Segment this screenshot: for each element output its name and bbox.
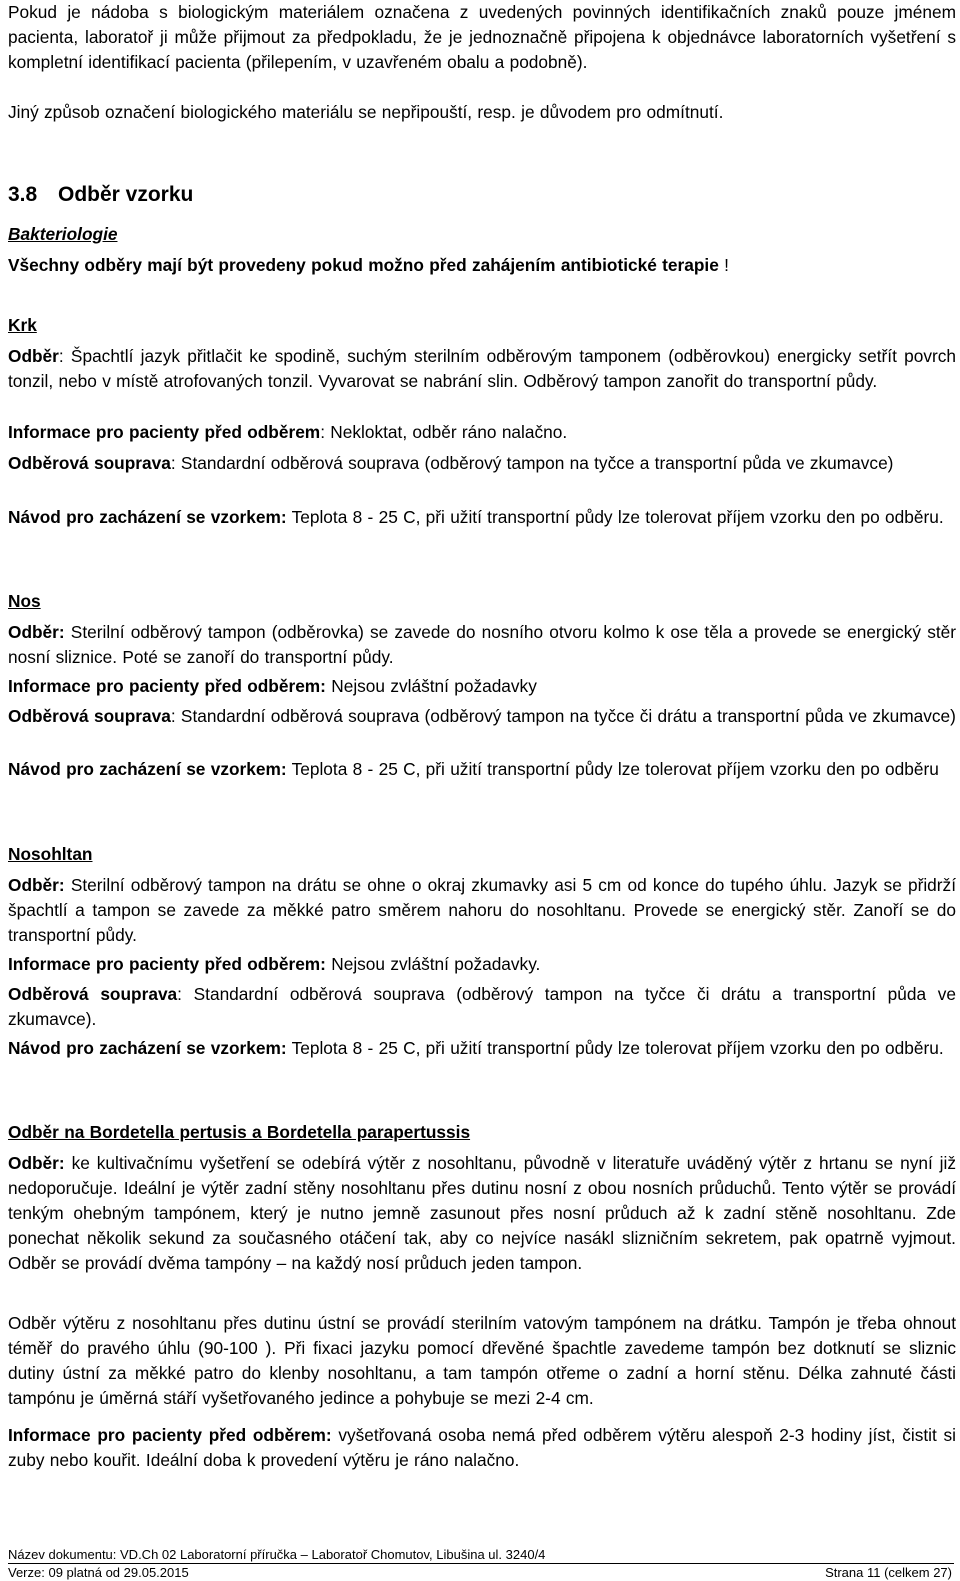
bordetella-paragraph-2: Odběr výtěru z nosohltanu přes dutinu ústní se provádí sterilním vatovým tampónem na drátku. Tampón je třeba ohnout téměř do pravého úhlu (90-100 ). Při fixaci jazyku pomocí dřevěné špachtle zavedeme tampón bez dotknutí se sliznic dutiny ústní za měkké patro do klenby nosohltanu, a tam tampón otřeme o zadní a horní stěnu. Délka zahnuté části tampónu je úměrná stáří vyšetřovaného jedince a pohybuje se mezi 2-4 cm. [8,1313,956,1408]
nosohltan-info: Informace pro pacienty před odběrem: Nejsou zvláštní požadavky. [8,954,541,974]
subsection-title-bordetella: Odběr na Bordetella pertusis a Bordetella parapertussis [8,1122,471,1142]
section-number: 3.8 [8,183,38,206]
nos-navod: Návod pro zacházení se vzorkem: Teplota 8 - 25 C, při užití transportní půdy lze tolerovat příjem vzorku den po odběru [8,759,939,779]
footer-page-number: Strana 11 (celkem 27) [825,1565,952,1580]
subsection-title-bakteriologie: Bakteriologie [8,224,118,244]
section-title: Odběr vzorku [58,183,194,206]
subsection-title-krk: Krk [8,315,37,335]
footer-document-name: Název dokumentu: VD.Ch 02 Laboratorní příručka – Laboratoř Chomutov, Libušina ul. 3240/4 [8,1547,546,1562]
footer-version: Verze: 09 platná od 29.05.2015 [8,1565,189,1580]
nosohltan-souprava: Odběrová souprava: Standardní odběrová souprava (odběrový tampon na tyčce či drátu a transportní půda ve zkumavce). [8,984,957,1029]
nos-odber: Odběr: Sterilní odběrový tampon (odběrovka) se zavede do nosního otvoru kolmo k ose těla a provede se energický stěr nosní sliznice. Poté se zanoří do transportní půdy. [8,622,956,667]
antibiotic-note: Všechny odběry mají být provedeny pokud možno před zahájením antibiotické terapie ! [8,255,729,275]
nosohltan-odber: Odběr: Sterilní odběrový tampon na drátu se ohne o okraj zkumavky asi 5 cm od konce do tupého úhlu. Jazyk se přidrží špachtlí a tampon se zavede za měkké patro směrem nahoru do nosohltanu. Provede se energický stěr. Zanoří se do transportní půdy. [8,875,956,945]
section-heading [8,183,193,207]
krk-info: Informace pro pacienty před odběrem: Nekloktat, odběr ráno nalačno. [8,422,568,442]
nosohltan-navod: Návod pro zacházení se vzorkem: Teplota 8 - 25 C, při užití transportní půdy lze tolerovat příjem vzorku den po odběru. [8,1038,944,1058]
krk-souprava: Odběrová souprava: Standardní odběrová souprava (odběrový tampon na tyčce a transportní půda ve zkumavce) [8,453,894,473]
intro-paragraph: Pokud je nádoba s biologickým materiálem označena z uvedených povinných identifikačních znaků pouze jménem pacienta, laboratoř ji může přijmout za předpokladu, že je jednoznačně připojena k objednávce laboratorních vyšetření s kompletní identifikací pacienta (přilepením, v uzavřeném obalu a podobně). [8,2,956,72]
nos-info: Informace pro pacienty před odběrem: Nejsou zvláštní požadavky [8,676,537,696]
subsection-title-nosohltan: Nosohltan [8,844,93,864]
subsection-title-nos: Nos [8,591,41,611]
bordetella-odber: Odběr: ke kultivačnímu vyšetření se odebírá výtěr z nosohltanu, původně v literatuře uváděný výtěr z hrtanu se nyní již nedoporučuje. Ideální je výtěr zadní stěny nosohltanu přes dutinu nosní z obou nosních průduchů. Tento výtěr se provádí tenkým ohebným tampónem, který je nutno jemně zasunout přes nosní průduch až k zadní stěně nosohltanu. Zde ponechat několik sekund za současného otáčení tak, aby co nejvíce nasákl slizničním sekretem, pak opatrně vyjmout. Odběr se provádí dvěma tampóny – na každý nosí průduch jeden tampon. [8,1153,956,1273]
bordetella-info: Informace pro pacienty před odběrem: vyšetřovaná osoba nemá před odběrem výtěru alespoň 2-3 hodiny jíst, čistit si zuby nebo kouřit. Ideální doba k provedení výtěru je ráno nalačno. [8,1425,956,1470]
krk-odber: Odběr: Špachtlí jazyk přitlačit ke spodině, suchým sterilním odběrovým tamponem (odběrovkou) energicky setřít povrch tonzil, nebo v místě atrofovaných tonzil. Vyvarovat se nabrání slin. Odběrový tampon zanořit do transportní půdy. [8,346,956,391]
krk-navod: Návod pro zacházení se vzorkem: Teplota 8 - 25 C, při užití transportní půdy lze tolerovat příjem vzorku den po odběru. [8,507,944,527]
nos-souprava: Odběrová souprava: Standardní odběrová souprava (odběrový tampon na tyčce či drátu a transportní půda ve zkumavce) [8,706,956,726]
intro-paragraph-2: Jiný způsob označení biologického materiálu se nepřipouští, resp. je důvodem pro odmítnutí. [8,102,724,122]
footer-version-row [8,1564,956,1581]
